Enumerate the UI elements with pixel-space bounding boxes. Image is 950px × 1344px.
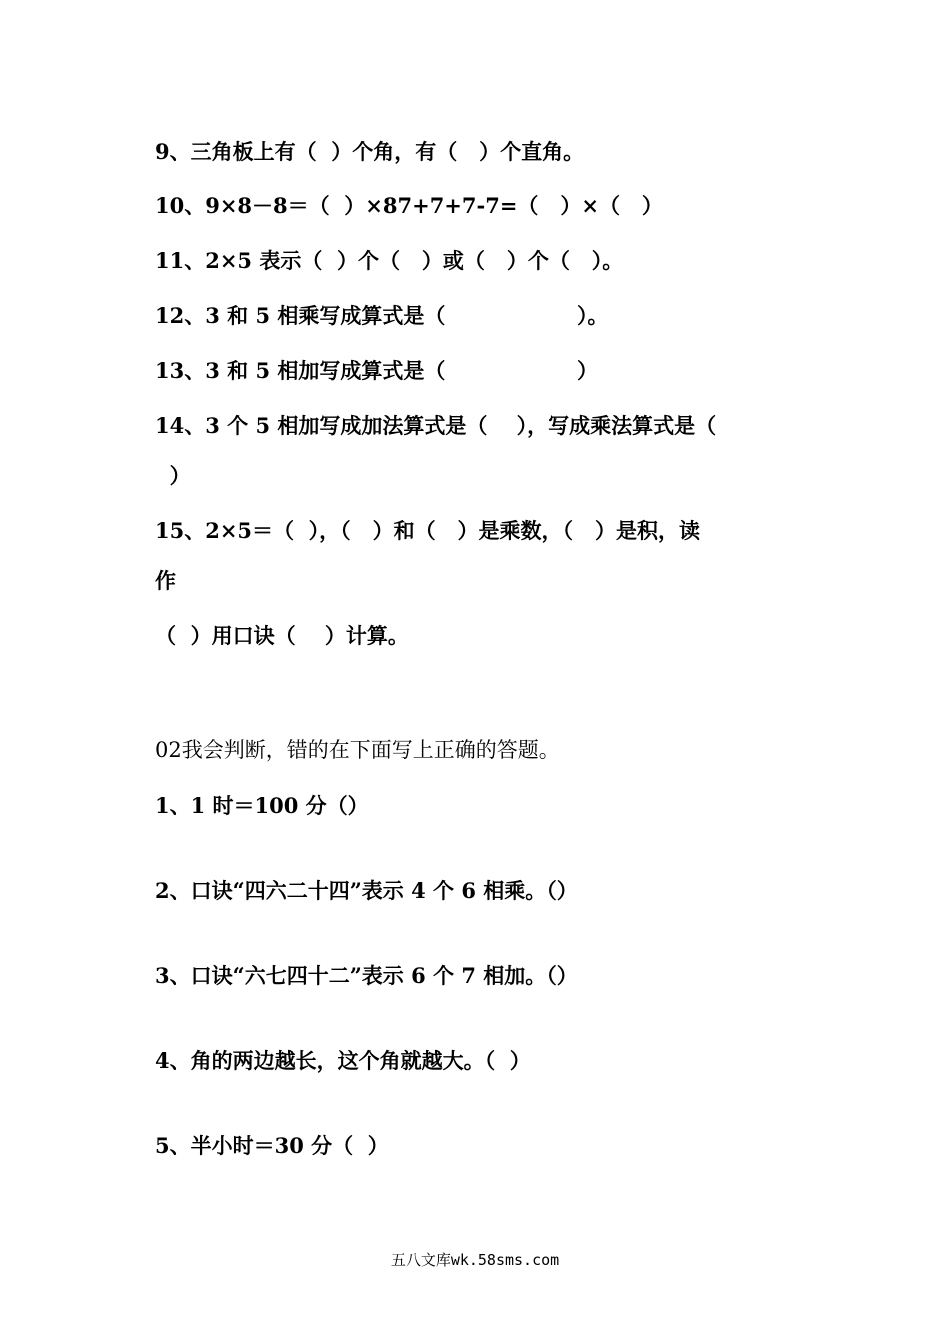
question-10: 10、9×8－8＝（ ）×87+7+7-7=（ ）×（ ） — [155, 193, 663, 218]
question-12: 12、3 和 5 相乘写成算式是（ ）。 — [155, 303, 609, 328]
question-14-continued: ） — [155, 463, 191, 488]
judge-item-5: 5、半小时＝30 分（ ） — [155, 1133, 389, 1158]
judge-item-1: 1、1 时＝100 分（） — [155, 793, 369, 818]
section-2-heading: 02我会判断，错的在下面写上正确的答题。 — [155, 738, 560, 762]
question-15: 15、2×5＝（ ），（ ）和（ ）是乘数，（ ）是积，读 — [155, 518, 700, 543]
question-14: 14、3 个 5 相加写成加法算式是（ ），写成乘法算式是（ — [155, 413, 717, 438]
question-13: 13、3 和 5 相加写成算式是（ ） — [155, 358, 598, 383]
question-15-last-line: （ ）用口诀（ ）计算。 — [155, 623, 409, 648]
judge-item-3: 3、口诀“六七四十二”表示 6 个 7 相加。（） — [155, 963, 578, 988]
judge-item-2: 2、口诀“四六二十四”表示 4 个 6 相乘。（） — [155, 878, 578, 903]
question-15-continued: 作 — [155, 568, 176, 593]
footer-watermark: 五八文库wk.58sms.com — [390, 1251, 560, 1269]
judge-item-4: 4、角的两边越长，这个角就越大。（ ） — [155, 1048, 531, 1073]
question-9: 9、三角板上有（ ）个角，有（ ）个直角。 — [155, 139, 585, 164]
question-11: 11、2×5 表示（ ）个（ ）或（ ）个（ ）。 — [155, 248, 624, 273]
